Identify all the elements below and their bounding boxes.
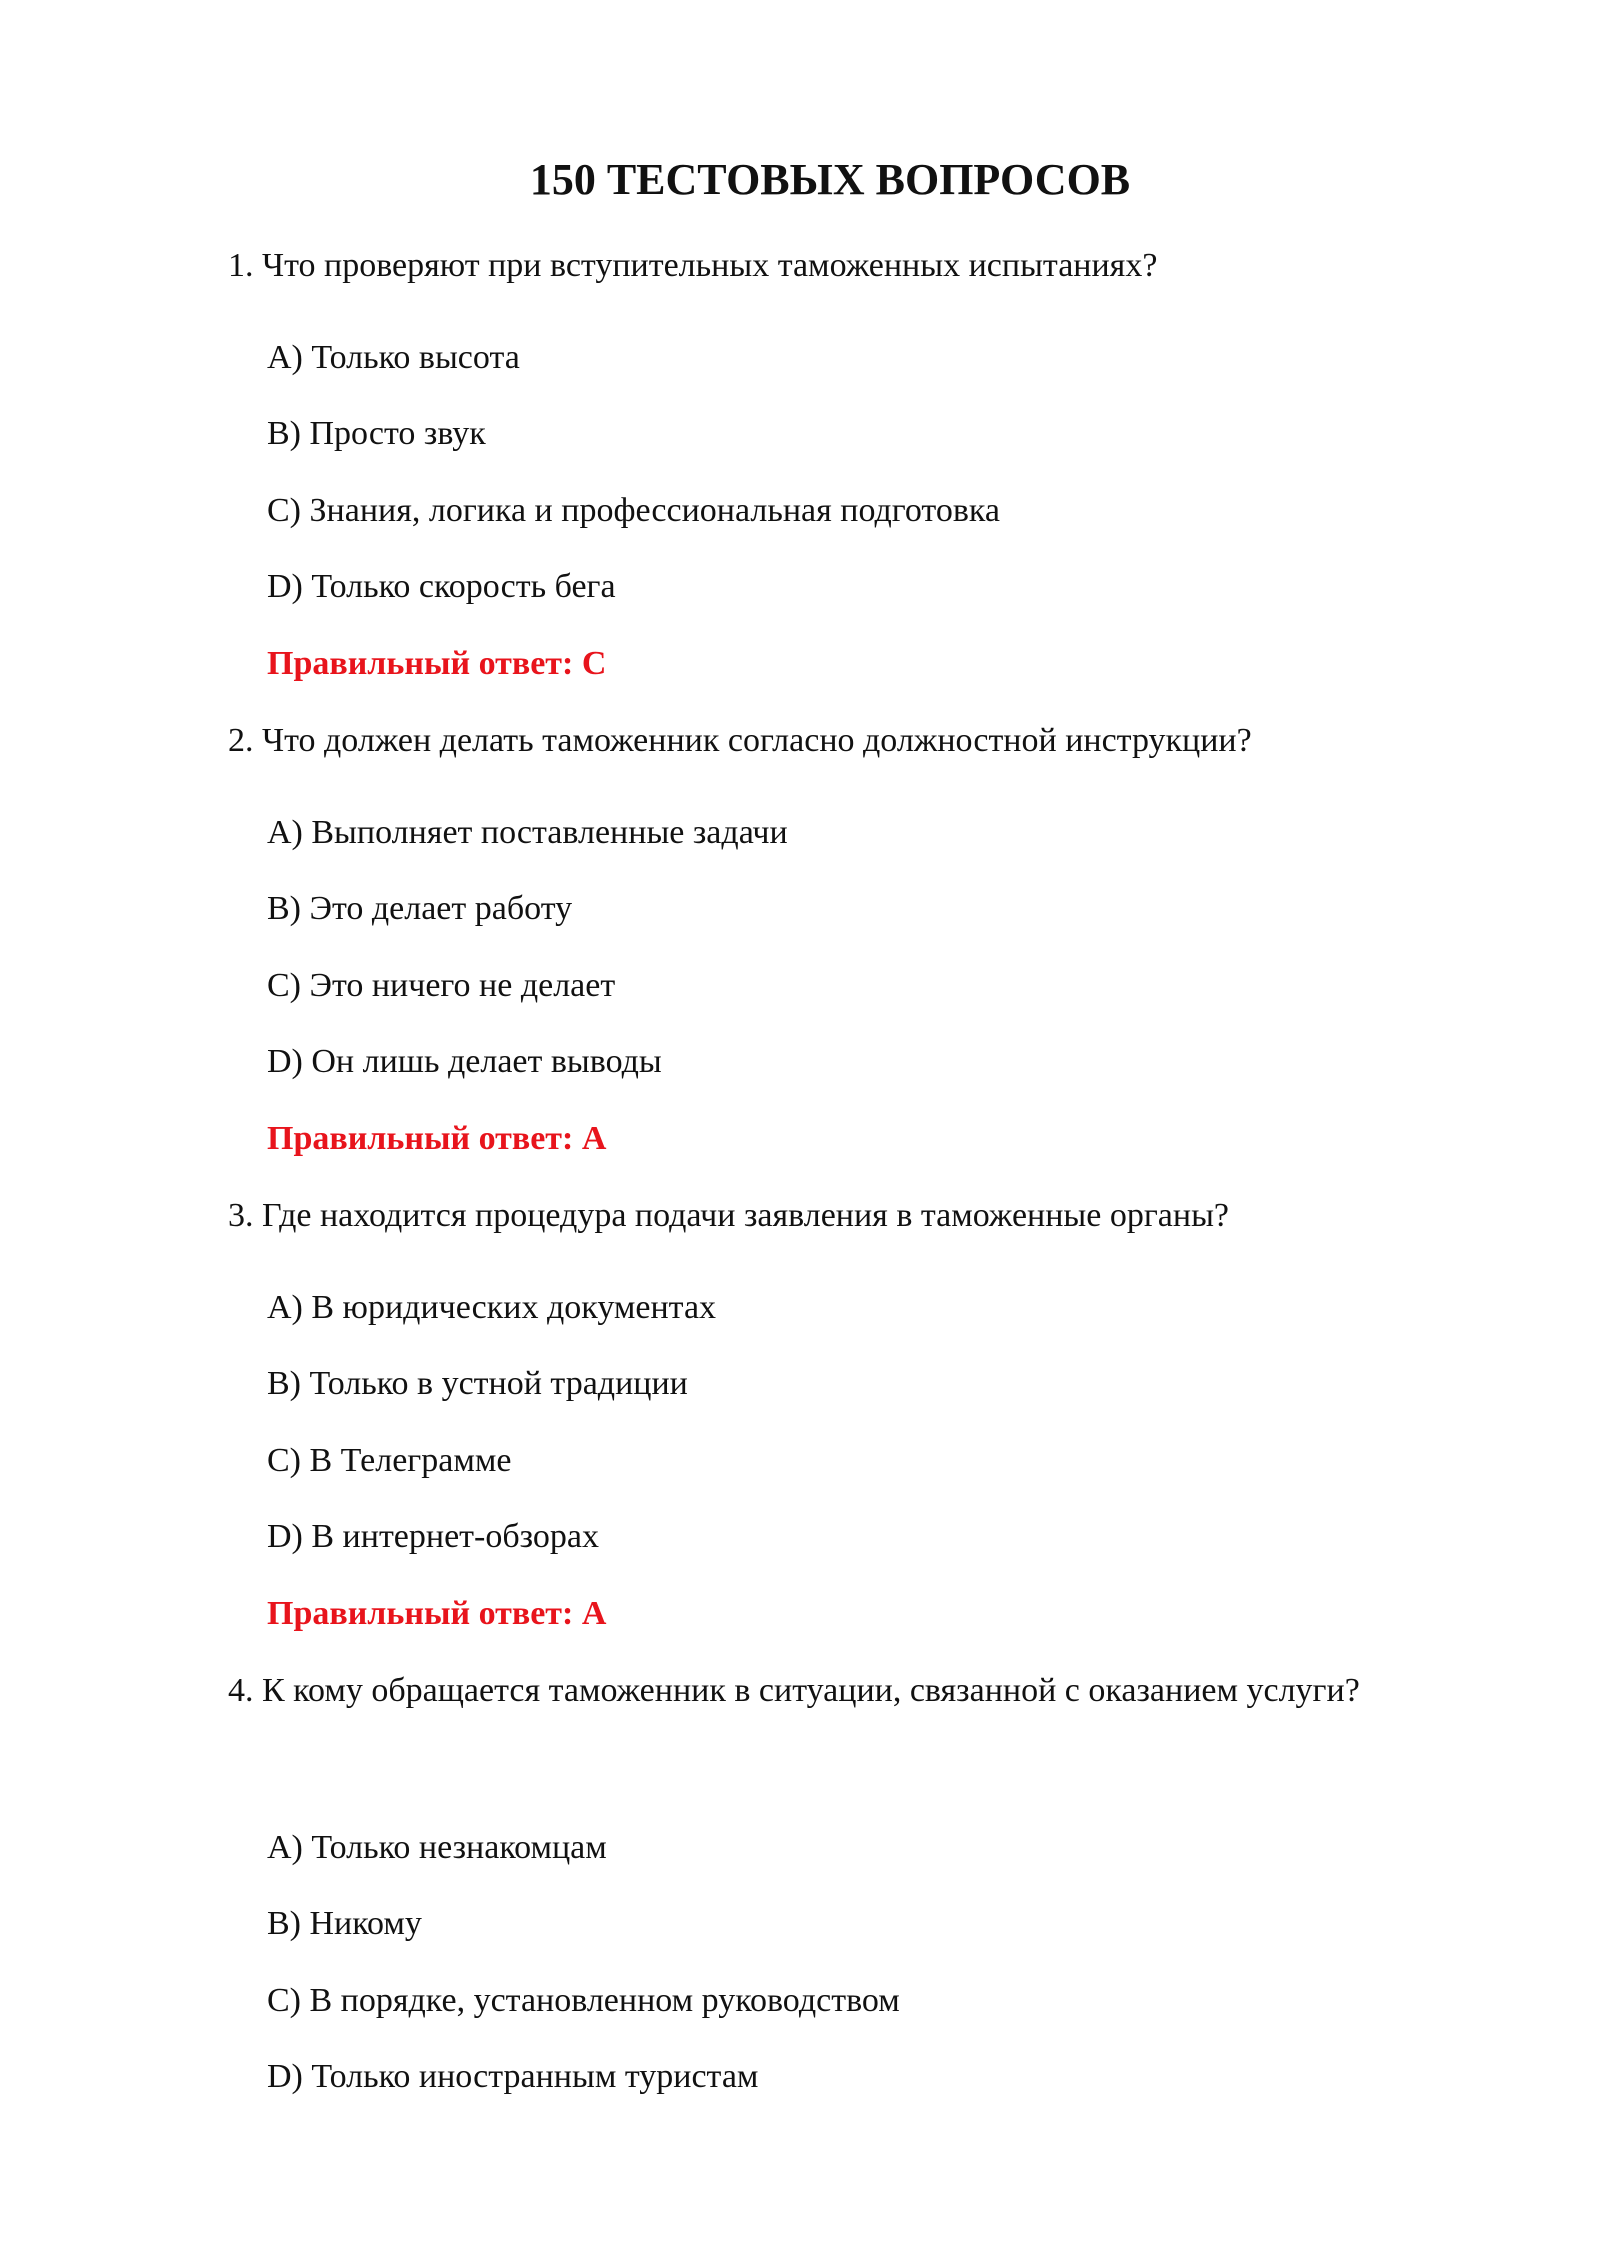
question-4-option-c: C) В порядке, установленном руководством [267, 1982, 900, 2019]
question-4-option-a: A) Только незнакомцам [267, 1829, 607, 1866]
document-title: 150 ТЕСТОВЫХ ВОПРОСОВ [529, 155, 1131, 204]
question-3-option-c: C) В Телеграмме [267, 1442, 512, 1479]
question-2-option-a: A) Выполняет поставленные задачи [267, 814, 788, 851]
question-3-text: 3. Где находится процедура подачи заявления в таможенные органы? [228, 1197, 1230, 1234]
question-2-text: 2. Что должен делать таможенник согласно должностной инструкции? [228, 722, 1252, 759]
question-2-option-d: D) Он лишь делает выводы [267, 1043, 662, 1080]
question-2-option-c: C) Это ничего не делает [267, 967, 616, 1004]
question-1-option-d: D) Только скорость бега [267, 568, 616, 605]
question-2-correct-answer: Правильный ответ: A [267, 1120, 607, 1157]
question-1-correct-answer: Правильный ответ: C [267, 645, 607, 682]
question-4-option-b: B) Никому [267, 1905, 422, 1942]
question-3-option-b: B) Только в устной традиции [267, 1365, 688, 1402]
question-4-option-d: D) Только иностранным туристам [267, 2058, 759, 2095]
question-3-option-d: D) В интернет-обзорах [267, 1518, 599, 1555]
question-1-option-a: A) Только высота [267, 339, 520, 376]
question-3-option-a: A) В юридических документах [267, 1289, 717, 1326]
question-2-option-b: B) Это делает работу [267, 890, 573, 927]
question-1-option-c: C) Знания, логика и профессиональная подготовка [267, 492, 1000, 529]
question-1-option-b: B) Просто звук [267, 415, 486, 452]
question-4-text: 4. К кому обращается таможенник в ситуации, связанной с оказанием услуги? [228, 1672, 1360, 1709]
question-3-correct-answer: Правильный ответ: A [267, 1595, 607, 1632]
question-1-text: 1. Что проверяют при вступительных таможенных испытаниях? [228, 247, 1158, 284]
